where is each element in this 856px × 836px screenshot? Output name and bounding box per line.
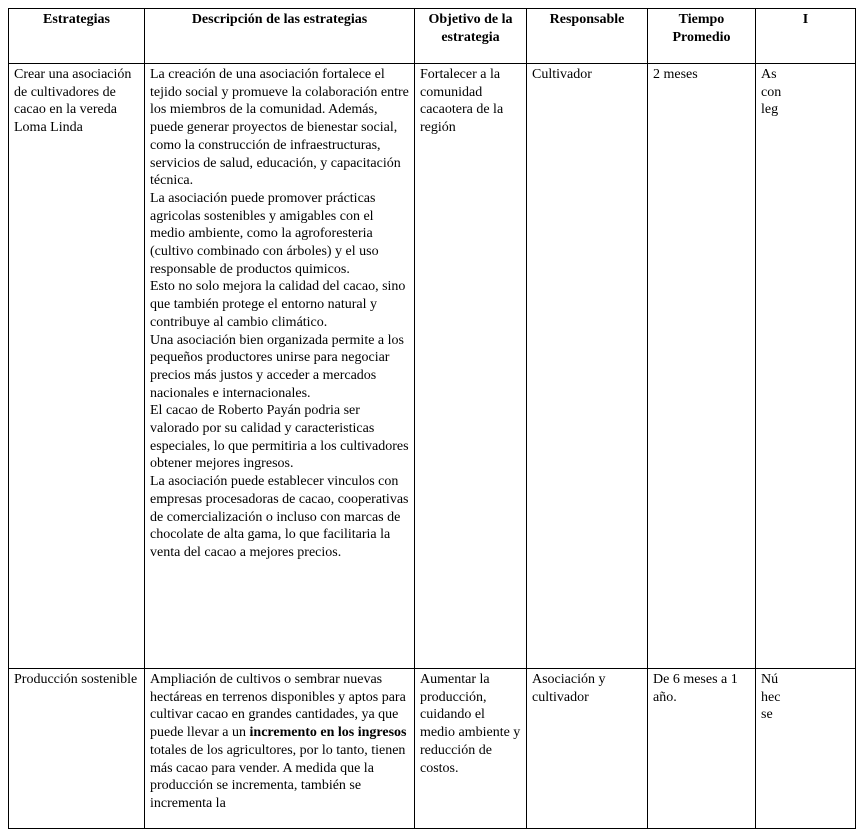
col-header-objetivo: Objetivo de la estrategia: [415, 9, 527, 64]
text-line: As: [761, 67, 777, 82]
text-line: El cacao de Roberto Payán podria ser valorado por su calidad y caracteristicas especiales, lo que permitiria a los cultivadores obtener mejores ingresos.: [150, 403, 409, 472]
cell-objetivo: Fortalecer a la comunidad cacaotera de la región: [415, 64, 527, 669]
text-line: leg: [761, 102, 779, 118]
strategies-table: [8, 8, 856, 829]
text-line: se: [761, 707, 773, 723]
cell-responsable: Cultivador: [527, 64, 648, 669]
table-row-crear-asociacion: [9, 64, 856, 669]
cell-indicador-clipped: [756, 64, 856, 669]
descripcion-text: Ampliación de cultivos o sembrar nuevas hectáreas en terrenos disponibles y aptos para cultivar cacao en grandes cantidades, ya que puede llevar a un: [150, 672, 406, 741]
cell-tiempo: 2 meses: [648, 64, 756, 669]
indicador-text-fragments: [761, 671, 850, 724]
cell-estrategia: Producción sostenible: [9, 669, 145, 829]
table-row-produccion-sostenible: [9, 669, 856, 829]
text-line: Esto no solo mejora la calidad del cacao, sino que también protege el entorno natural y contribuye al cambio climático.: [150, 279, 406, 330]
text-line: Nú: [761, 672, 779, 687]
col-header-descripcion: Descripción de las estrategias: [145, 9, 415, 64]
header-row: [9, 9, 856, 64]
indicador-text-fragments: [761, 66, 850, 119]
text-line: Una asociación bien organizada permite a los pequeños productores unirse para negociar precios más justos y acceder a mercados nacionales e internacionales.: [150, 332, 404, 401]
text-line: La asociación puede establecer vinculos con empresas procesadoras de cacao, cooperativas de comercialización o incluso con marcas de chocolate de alta gama, lo que facilitaria la venta del cacao a mejores precios.: [150, 474, 409, 560]
text-line: La creación de una asociación fortalece el tejido social y promueve la colaboración entre los miembros de la comunidad. Además, puede generar proyectos de bienestar social, como la construcción de infraestructuras, servicios de salud, educación, y capacitación técnica.: [150, 67, 409, 189]
col-header-estrategias: Estrategias: [9, 9, 145, 64]
descripcion-bold-text: incremento en los ingresos: [249, 725, 407, 741]
col-header-tiempo: Tiempo Promedio: [648, 9, 756, 64]
text-line: con: [761, 84, 782, 100]
descripcion-richtext: [150, 671, 409, 813]
cell-estrategia: Crear una asociación de cultivadores de cacao en la vereda Loma Linda: [9, 64, 145, 669]
descripcion-paragraphs: [150, 66, 409, 562]
cell-descripcion: [145, 64, 415, 669]
cell-descripcion: [145, 669, 415, 829]
cell-indicador-clipped: [756, 669, 856, 829]
text-line: La asociación puede promover prácticas agricolas sostenibles y amigables con el medio ambiente, como la agroforesteria (cultivo combinado con árboles) y el uso responsable de productos quimicos.: [150, 190, 379, 277]
descripcion-text: totales de los agricultores, por lo tanto, tienen más cacao para vender. A medida que la producción se incrementa, también se incrementa la: [150, 742, 406, 811]
cell-responsable: Asociación y cultivador: [527, 669, 648, 829]
cell-tiempo: De 6 meses a 1 año.: [648, 669, 756, 829]
cell-objetivo: Aumentar la producción, cuidando el medio ambiente y reducción de costos.: [415, 669, 527, 829]
col-header-responsable: Responsable: [527, 9, 648, 64]
col-header-indicador-clipped: I: [756, 9, 856, 64]
text-line: hec: [761, 689, 781, 705]
